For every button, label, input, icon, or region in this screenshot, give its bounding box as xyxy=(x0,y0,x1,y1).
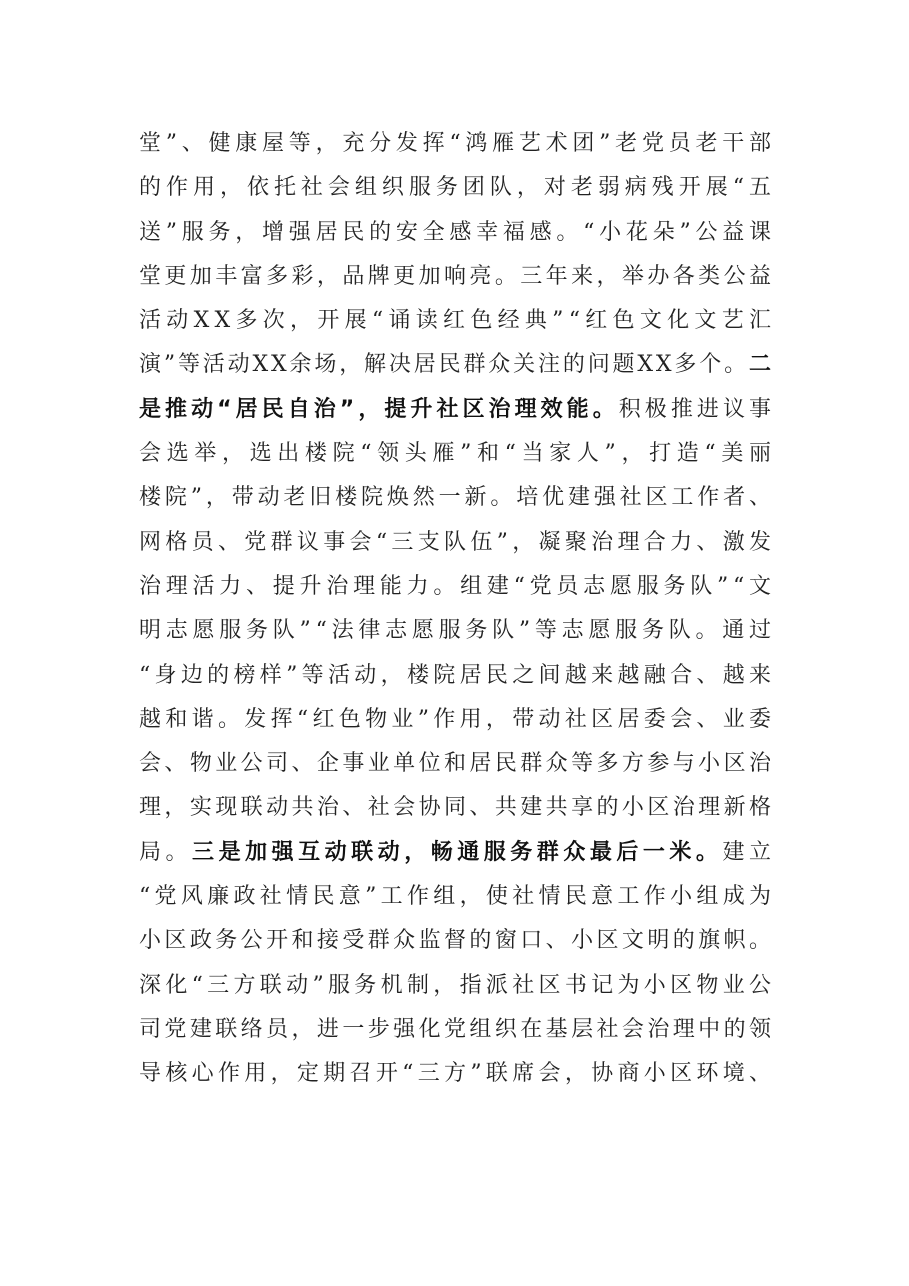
body-text: 治理活力、提升治理能力。组建“党员志愿服务队”“文 xyxy=(139,573,776,599)
text-line xyxy=(139,166,776,210)
body-text: 会、物业公司、企事业单位和居民群众等多方参与小区治 xyxy=(139,751,775,777)
text-line xyxy=(139,432,777,476)
text-line xyxy=(139,388,776,432)
body-text: “身边的榜样”等活动，楼院居民之间越来越融合、越来 xyxy=(139,662,776,688)
bold-heading-text: 是推动“居民自治”，提升社区治理效能。 xyxy=(139,396,619,422)
body-text: 堂”、健康屋等，充分发挥“鸿雁艺术团”老党员老干部 xyxy=(139,131,776,156)
text-line xyxy=(139,521,776,565)
text-line xyxy=(139,565,776,609)
document-body xyxy=(139,122,777,1097)
bold-heading-text: 三是加强互动联动，畅通服务群众最后一米。 xyxy=(192,839,723,865)
text-line xyxy=(139,211,776,255)
body-text: 积极推进议事 xyxy=(618,396,776,422)
text-line xyxy=(139,831,776,875)
body-text: 明志愿服务队”“法律志愿服务队”等志愿服务队。通过 xyxy=(139,618,776,644)
text-line xyxy=(139,299,777,343)
text-line xyxy=(139,609,776,653)
text-line xyxy=(139,786,775,830)
text-line xyxy=(139,742,775,786)
text-line xyxy=(139,1052,776,1096)
body-text: 楼院”，带动老旧楼院焕然一新。培优建强社区工作者、 xyxy=(139,485,775,511)
body-text: “党风廉政社情民意”工作组，使社情民意工作小组成为 xyxy=(139,884,776,910)
body-text: 会选举，选出楼院“领头雁”和“当家人”，打造“美丽 xyxy=(139,441,777,467)
text-line xyxy=(139,654,776,698)
body-text: 的作用，依托社会组织服务团队，对老弱病残开展“五 xyxy=(139,175,776,201)
text-line xyxy=(139,875,776,919)
body-text: 导核心作用，定期召开“三方”联席会，协商小区环境、 xyxy=(139,1061,776,1087)
text-line xyxy=(139,919,775,963)
body-text: 深化“三方联动”服务机制，指派社区书记为小区物业公 xyxy=(139,972,776,998)
body-text: 越和谐。发挥“红色物业”作用，带动社区居委会、业委 xyxy=(139,706,776,732)
body-text: 演”等活动XX余场，解决居民群众关注的问题XX多个。 xyxy=(139,352,749,378)
text-line xyxy=(139,476,775,520)
bold-heading-text: 二 xyxy=(748,352,774,378)
text-line xyxy=(139,255,775,299)
body-text: 理，实现联动共治、社会协同、共建共享的小区治理新格 xyxy=(139,795,775,821)
body-text: 建立 xyxy=(722,839,776,865)
text-line xyxy=(139,122,776,166)
body-text: 小区政务公开和接受群众监督的窗口、小区文明的旗帜。 xyxy=(139,928,775,954)
body-text: 局。 xyxy=(139,839,193,865)
body-text: 活动XX多次，开展“诵读红色经典”“红色文化文艺汇 xyxy=(139,308,777,334)
text-line xyxy=(139,964,776,1008)
text-line xyxy=(139,698,776,742)
text-line xyxy=(139,343,774,387)
text-line xyxy=(139,1008,775,1052)
body-text: 堂更加丰富多彩，品牌更加响亮。三年来，举办各类公益 xyxy=(139,263,775,289)
body-text: 网格员、党群议事会“三支队伍”，凝聚治理合力、激发 xyxy=(139,529,776,555)
body-text: 司党建联络员，进一步强化党组织在基层社会治理中的领 xyxy=(139,1016,775,1042)
body-text: 送”服务，增强居民的安全感幸福感。“小花朵”公益课 xyxy=(139,219,776,245)
